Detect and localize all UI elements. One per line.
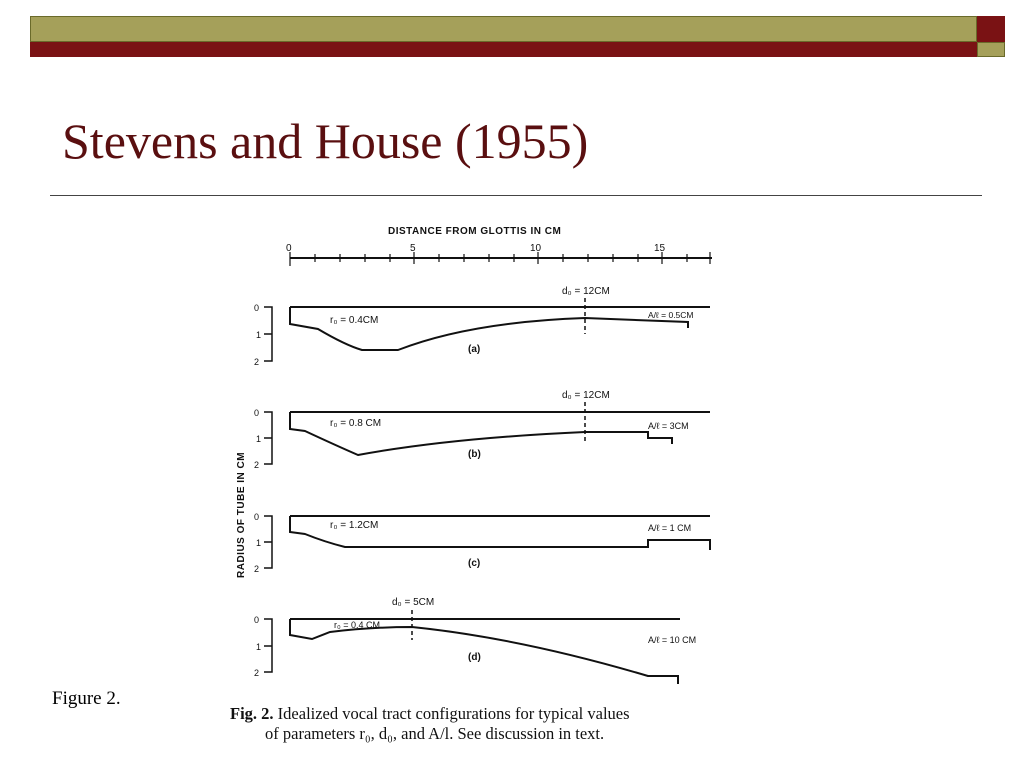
- x-tick-10: 10: [530, 243, 542, 254]
- panel-b-al: A/ℓ = 3CM: [648, 421, 689, 431]
- panel-a-d0: d₀ = 12CM: [562, 286, 610, 297]
- panel-c: [254, 512, 710, 574]
- panel-d-label: (d): [468, 652, 481, 663]
- panel-d-radius-scale: [264, 619, 272, 672]
- figure-caption: [230, 704, 730, 744]
- caption-text-1: Idealized vocal tract configurations for typical values: [277, 704, 630, 723]
- panel-a-tick-0: 0: [254, 303, 260, 313]
- panel-a-label: (a): [468, 344, 481, 355]
- panel-b-label: (b): [468, 449, 481, 460]
- panel-b-tick-2: 2: [254, 460, 260, 470]
- figure-label: Figure 2.: [52, 688, 121, 709]
- caption-line-2: of parameters r₀, d₀, and A/l. See discussion in text.: [265, 724, 605, 743]
- panel-b: [254, 390, 710, 470]
- panel-a-tick-2: 2: [254, 357, 260, 367]
- panel-d-d0: d₀ = 5CM: [392, 597, 435, 608]
- panel-c-radius-scale: [264, 516, 272, 568]
- panel-b-tick-0: 0: [254, 408, 260, 418]
- panel-d-tick-2: 2: [254, 668, 260, 678]
- panel-c-al: A/ℓ = 1 CM: [648, 523, 692, 533]
- panel-b-tick-1: 1: [256, 434, 262, 444]
- slide-title: Stevens and House (1955): [62, 113, 589, 169]
- panel-c-label: (c): [468, 558, 481, 569]
- panel-d-r0: r₀ = 0.4 CM: [334, 620, 380, 630]
- axis-title: DISTANCE FROM GLOTTIS IN CM: [388, 226, 562, 237]
- panel-c-tick-0: 0: [254, 512, 260, 522]
- caption-line-1: [230, 704, 730, 724]
- x-tick-15: 15: [654, 243, 666, 254]
- panel-a: [254, 286, 710, 367]
- panel-d-tick-0: 0: [254, 615, 260, 625]
- panel-b-d0: d₀ = 12CM: [562, 390, 610, 401]
- panel-c-tick-1: 1: [256, 538, 262, 548]
- panel-a-profile: [290, 307, 688, 350]
- panel-b-r0: r₀ = 0.8 CM: [330, 418, 382, 429]
- panel-b-radius-scale: [264, 412, 272, 464]
- panel-d-tick-1: 1: [256, 642, 262, 652]
- x-tick-5: 5: [410, 243, 416, 254]
- panel-a-r0: r₀ = 0.4CM: [330, 315, 379, 326]
- panel-a-tick-1: 1: [256, 330, 262, 340]
- panel-a-radius-scale: [264, 307, 272, 361]
- panel-c-tick-2: 2: [254, 564, 260, 574]
- caption-fig-number: Fig. 2.: [230, 704, 274, 723]
- x-tick-0: 0: [286, 243, 292, 254]
- panel-c-r0: r₀ = 1.2CM: [330, 520, 379, 531]
- y-axis-title: RADIUS OF TUBE IN CM: [236, 451, 247, 578]
- panel-d: [254, 597, 696, 684]
- panel-d-al: A/ℓ = 10 CM: [648, 635, 697, 645]
- panel-a-al: A/ℓ = 0.5CM: [648, 310, 694, 320]
